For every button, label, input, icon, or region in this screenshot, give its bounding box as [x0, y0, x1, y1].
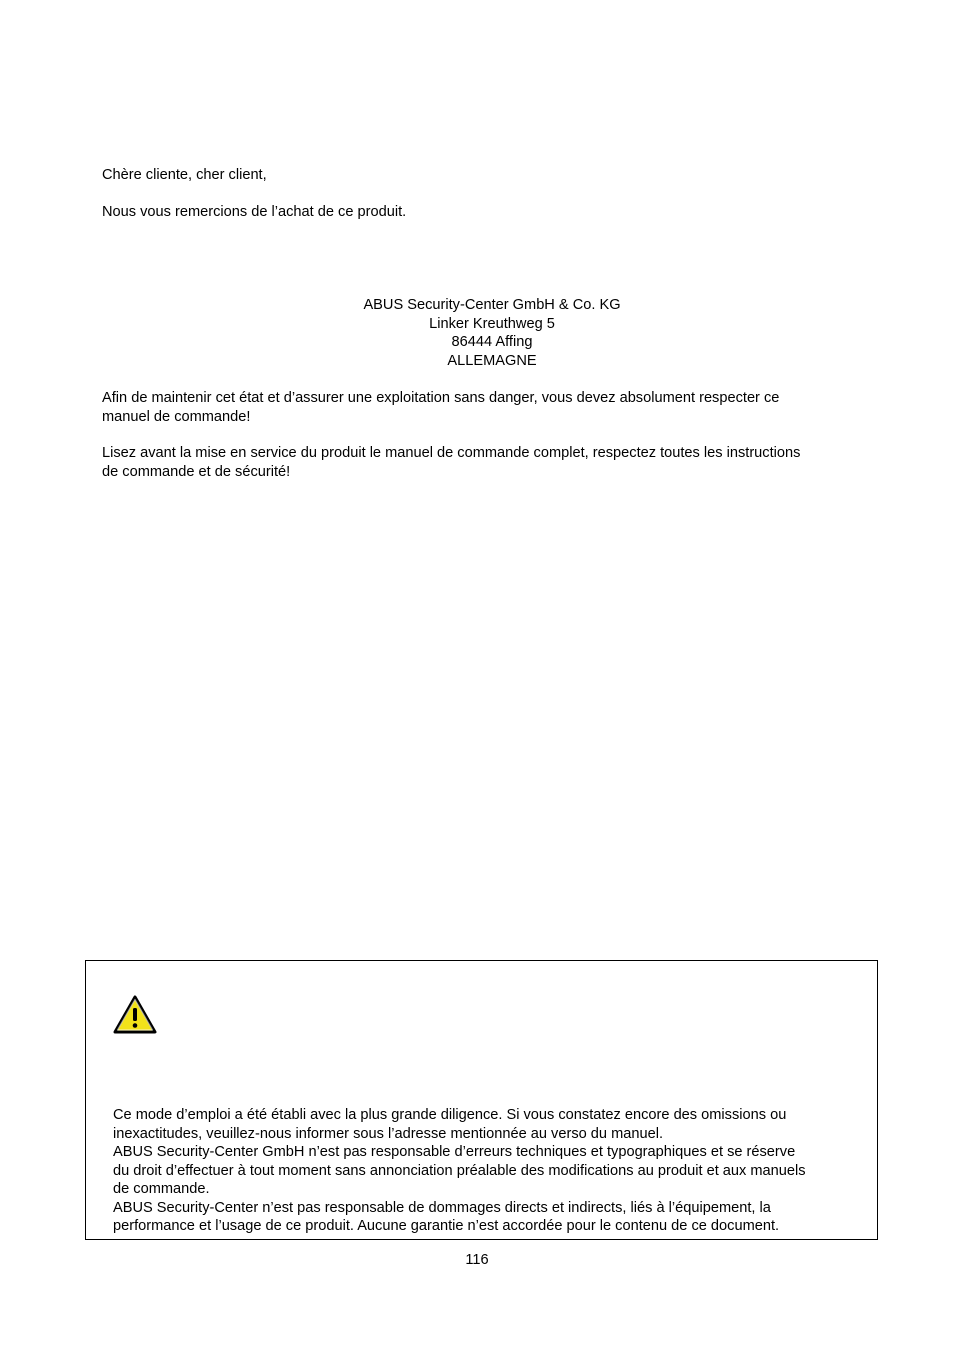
warning-triangle-icon: [113, 995, 157, 1035]
notice-line-2: inexactitudes, veuillez-nous informer sous l’adresse mentionnée au verso du manuel.: [113, 1125, 663, 1142]
paragraph-maintain: [102, 389, 882, 426]
notice-line-7: performance et l’usage de ce produit. Aucune garantie n’est accordée pour le contenu de ce document.: [113, 1218, 780, 1234]
paragraph-maintain-line-1: Afin de maintenir cet état et d’assurer une exploitation sans danger, vous devez absolument respecter ce: [102, 390, 780, 406]
notice-text: [113, 1106, 878, 1236]
greeting: Chère cliente, cher client,: [102, 167, 267, 183]
address-country: ALLEMAGNE: [447, 352, 537, 369]
paragraph-read-line-2: de commande et de sécurité!: [102, 463, 291, 480]
notice-line-5: de commande.: [113, 1181, 210, 1197]
address-street: Linker Kreuthweg 5: [429, 315, 555, 332]
page-number: 116: [465, 1252, 489, 1268]
thanks-line: Nous vous remercions de l’achat de ce produit.: [102, 204, 407, 220]
address-company: ABUS Security-Center GmbH & Co. KG: [363, 297, 621, 313]
paragraph-read-line-1: Lisez avant la mise en service du produit le manuel de commande complet, respectez toutes les instructions: [102, 445, 801, 461]
notice-line-1: Ce mode d’emploi a été établi avec la plus grande diligence. Si vous constatez encore des omissions ou: [113, 1107, 787, 1123]
paragraph-read: [102, 444, 882, 481]
company-address: [102, 296, 882, 370]
paragraph-maintain-line-2: manuel de commande!: [102, 408, 251, 425]
notice-line-3: ABUS Security-Center GmbH n’est pas responsable d’erreurs techniques et typographiques et se réserve: [113, 1144, 796, 1160]
notice-box: [85, 960, 878, 1240]
notice-line-6: ABUS Security-Center n’est pas responsable de dommages directs et indirects, liés à l’équipement, la: [113, 1199, 771, 1216]
address-city: 86444 Affing: [451, 334, 533, 350]
notice-line-4: du droit d’effectuer à tout moment sans annonciation préalable des modifications au produit et aux manuels: [113, 1162, 806, 1179]
